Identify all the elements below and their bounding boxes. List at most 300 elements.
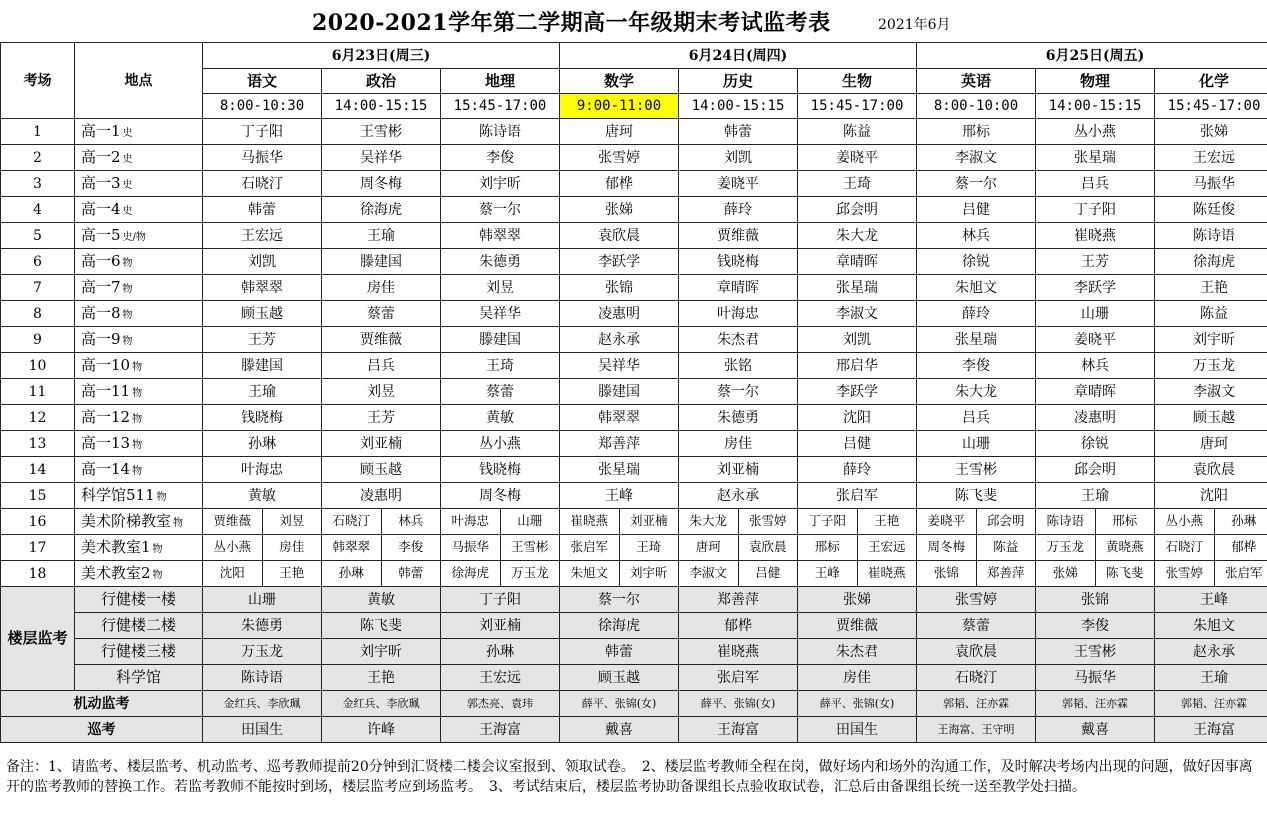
table-row bbox=[1, 457, 1267, 483]
proctor-cell: 丁子阳 bbox=[1036, 197, 1155, 223]
floor-proctor-cell: 徐海虎 bbox=[560, 613, 679, 639]
proctor-cell: 张娣 bbox=[1036, 561, 1096, 587]
proctor-cell: 吕健 bbox=[738, 561, 798, 587]
proctor-cell: 孙琳 bbox=[1214, 509, 1267, 535]
proctor-cell: 陈诗语 bbox=[441, 119, 560, 145]
proctor-cell: 山珊 bbox=[500, 509, 560, 535]
proctor-cell: 刘昱 bbox=[262, 509, 322, 535]
floor-proctor-cell: 黄敏 bbox=[322, 587, 441, 613]
proctor-cell: 滕建国 bbox=[322, 249, 441, 275]
floor-proctor-cell: 房佳 bbox=[798, 665, 917, 691]
exam-time: 8:00-10:00 bbox=[917, 94, 1036, 119]
floor-proctor-cell: 陈诗语 bbox=[203, 665, 322, 691]
proctor-cell: 唐珂 bbox=[1155, 431, 1267, 457]
proctor-cell: 袁欣晨 bbox=[738, 535, 798, 561]
floor-location: 行健楼二楼 bbox=[75, 613, 203, 639]
patrol-cell: 戴喜 bbox=[1036, 717, 1155, 743]
proctor-cell: 陈廷俊 bbox=[1155, 197, 1267, 223]
room-location bbox=[75, 145, 203, 171]
room-subject-tag: 史 bbox=[122, 206, 133, 217]
room-name: 高一2 bbox=[81, 148, 121, 166]
floor-proctor-cell: 蔡蕾 bbox=[917, 613, 1036, 639]
proctor-cell: 朱旭文 bbox=[917, 275, 1036, 301]
proctor-cell: 周冬梅 bbox=[441, 483, 560, 509]
room-number: 5 bbox=[1, 223, 75, 249]
proctor-cell: 黄晓燕 bbox=[1095, 535, 1155, 561]
proctor-cell: 徐锐 bbox=[917, 249, 1036, 275]
proctor-cell: 吴祥华 bbox=[441, 301, 560, 327]
proctor-cell: 吕健 bbox=[798, 431, 917, 457]
floor-proctor-cell: 刘宇昕 bbox=[322, 639, 441, 665]
proctor-cell: 崔晓燕 bbox=[560, 509, 620, 535]
proctor-cell: 王雪彬 bbox=[917, 457, 1036, 483]
proctor-cell: 张启军 bbox=[1214, 561, 1267, 587]
table-row bbox=[1, 405, 1267, 431]
patrol-cell: 王海富 bbox=[441, 717, 560, 743]
proctor-cell: 沈阳 bbox=[203, 561, 263, 587]
room-number: 1 bbox=[1, 119, 75, 145]
room-name: 高一12 bbox=[81, 408, 131, 426]
exam-time: 8:00-10:30 bbox=[203, 94, 322, 119]
proctor-cell: 顾玉越 bbox=[322, 457, 441, 483]
proctor-cell: 丛小燕 bbox=[1155, 509, 1215, 535]
table-row bbox=[1, 483, 1267, 509]
floor-proctor-cell: 蔡一尔 bbox=[560, 587, 679, 613]
title-bar bbox=[0, 0, 1267, 40]
proctor-cell: 朱大龙 bbox=[679, 509, 739, 535]
exam-time: 14:00-15:15 bbox=[1036, 94, 1155, 119]
room-name: 高一14 bbox=[81, 460, 131, 478]
proctor-cell: 丁子阳 bbox=[798, 509, 858, 535]
room-location bbox=[75, 379, 203, 405]
proctor-cell: 邱会明 bbox=[798, 197, 917, 223]
proctor-cell: 赵永承 bbox=[679, 483, 798, 509]
proctor-cell: 吴祥华 bbox=[560, 353, 679, 379]
room-number: 8 bbox=[1, 301, 75, 327]
table-row bbox=[1, 197, 1267, 223]
proctor-cell: 王艳 bbox=[262, 561, 322, 587]
proctor-cell: 丛小燕 bbox=[441, 431, 560, 457]
proctor-cell: 孙琳 bbox=[203, 431, 322, 457]
room-location bbox=[75, 249, 203, 275]
proctor-cell: 蔡蕾 bbox=[441, 379, 560, 405]
floor-proctor-cell: 郁桦 bbox=[679, 613, 798, 639]
room-subject-tag: 史 bbox=[122, 154, 133, 165]
patrol-cell: 戴喜 bbox=[560, 717, 679, 743]
proctor-cell: 蔡一尔 bbox=[679, 379, 798, 405]
proctor-cell: 王芳 bbox=[203, 327, 322, 353]
exam-time: 9:00-11:00 bbox=[560, 94, 679, 119]
proctor-cell: 王雪彬 bbox=[322, 119, 441, 145]
room-subject-tag: 物 bbox=[173, 518, 184, 529]
proctor-cell: 张娣 bbox=[1155, 119, 1267, 145]
room-subject-tag: 物 bbox=[122, 310, 133, 321]
proctor-cell: 凌惠明 bbox=[1036, 405, 1155, 431]
patrol-cell: 田国生 bbox=[203, 717, 322, 743]
room-subject-tag: 物 bbox=[152, 544, 163, 555]
room-subject-tag: 物 bbox=[132, 414, 143, 425]
floor-proctor-cell: 丁子阳 bbox=[441, 587, 560, 613]
room-location bbox=[75, 301, 203, 327]
table-row bbox=[1, 301, 1267, 327]
proctor-cell: 邢标 bbox=[917, 119, 1036, 145]
room-number: 14 bbox=[1, 457, 75, 483]
proctor-cell: 房佳 bbox=[679, 431, 798, 457]
mobile-proctor-cell: 郭韬、汪亦霖 bbox=[1036, 691, 1155, 717]
proctor-cell: 韩翠翠 bbox=[441, 223, 560, 249]
proctor-cell: 刘宇昕 bbox=[441, 171, 560, 197]
proctor-cell: 袁欣晨 bbox=[1155, 457, 1267, 483]
exam-time: 15:45-17:00 bbox=[441, 94, 560, 119]
floor-proctor-cell: 王宏远 bbox=[441, 665, 560, 691]
proctor-cell: 李俊 bbox=[441, 145, 560, 171]
room-location bbox=[75, 535, 203, 561]
floor-proctor-cell: 韩蕾 bbox=[560, 639, 679, 665]
room-name: 高一1 bbox=[81, 122, 121, 140]
proctor-cell: 山珊 bbox=[917, 431, 1036, 457]
proctor-cell: 万玉龙 bbox=[1155, 353, 1267, 379]
proctor-cell: 姜晓平 bbox=[798, 145, 917, 171]
proctor-cell: 王琦 bbox=[441, 353, 560, 379]
proctor-cell: 邱会明 bbox=[1036, 457, 1155, 483]
proctor-cell: 王芳 bbox=[322, 405, 441, 431]
proctor-cell: 钱晓梅 bbox=[679, 249, 798, 275]
floor-proctor-cell: 王峰 bbox=[1155, 587, 1267, 613]
room-name: 高一10 bbox=[81, 356, 131, 374]
proctor-cell: 陈飞斐 bbox=[917, 483, 1036, 509]
room-location bbox=[75, 275, 203, 301]
room-number: 7 bbox=[1, 275, 75, 301]
subject-header: 英语 bbox=[917, 69, 1036, 94]
proctor-cell: 陈诗语 bbox=[1155, 223, 1267, 249]
proctor-cell: 贾维薇 bbox=[322, 327, 441, 353]
proctor-cell: 韩蕾 bbox=[679, 119, 798, 145]
proctor-cell: 章晴晖 bbox=[1036, 379, 1155, 405]
room-name: 高一11 bbox=[81, 382, 131, 400]
floor-proctor-cell: 王瑜 bbox=[1155, 665, 1267, 691]
proctor-cell: 王宏远 bbox=[1155, 145, 1267, 171]
proctor-cell: 王宏远 bbox=[857, 535, 917, 561]
proctor-cell: 陈益 bbox=[798, 119, 917, 145]
proctor-cell: 马振华 bbox=[203, 145, 322, 171]
floor-location: 行健楼一楼 bbox=[75, 587, 203, 613]
proctor-cell: 叶海忠 bbox=[679, 301, 798, 327]
mobile-proctor-cell: 薛平、张锦(女) bbox=[560, 691, 679, 717]
proctor-cell: 徐海虎 bbox=[441, 561, 501, 587]
table-row bbox=[1, 171, 1267, 197]
proctor-cell: 张锦 bbox=[917, 561, 977, 587]
header-days-row bbox=[1, 43, 1267, 69]
proctor-cell: 叶海忠 bbox=[441, 509, 501, 535]
proctor-cell: 王瑜 bbox=[1036, 483, 1155, 509]
floor-proctor-cell: 石晓汀 bbox=[917, 665, 1036, 691]
room-number: 4 bbox=[1, 197, 75, 223]
proctor-cell: 李俊 bbox=[917, 353, 1036, 379]
room-number: 17 bbox=[1, 535, 75, 561]
floor-proctor-cell: 顾玉越 bbox=[560, 665, 679, 691]
proctor-cell: 王艳 bbox=[857, 509, 917, 535]
proctor-cell: 张启军 bbox=[560, 535, 620, 561]
room-location bbox=[75, 405, 203, 431]
room-location bbox=[75, 171, 203, 197]
exam-time: 14:00-15:15 bbox=[322, 94, 441, 119]
patrol-cell: 田国生 bbox=[798, 717, 917, 743]
proctor-cell: 凌惠明 bbox=[560, 301, 679, 327]
proctor-cell: 陈飞斐 bbox=[1095, 561, 1155, 587]
proctor-cell: 刘昱 bbox=[322, 379, 441, 405]
proctor-cell: 姜晓平 bbox=[917, 509, 977, 535]
subject-header: 地理 bbox=[441, 69, 560, 94]
proctor-cell: 周冬梅 bbox=[917, 535, 977, 561]
proctor-cell: 凌惠明 bbox=[322, 483, 441, 509]
proctor-cell: 刘凯 bbox=[679, 145, 798, 171]
proctor-cell: 崔晓燕 bbox=[857, 561, 917, 587]
patrol-cell: 许峰 bbox=[322, 717, 441, 743]
proctor-cell: 陈益 bbox=[976, 535, 1036, 561]
room-number: 6 bbox=[1, 249, 75, 275]
room-number: 11 bbox=[1, 379, 75, 405]
floor-proctor-cell: 朱德勇 bbox=[203, 613, 322, 639]
proctor-cell: 王瑜 bbox=[322, 223, 441, 249]
proctor-cell: 刘凯 bbox=[798, 327, 917, 353]
room-subject-tag: 物 bbox=[122, 258, 133, 269]
proctor-cell: 王峰 bbox=[560, 483, 679, 509]
proctor-cell: 章晴晖 bbox=[679, 275, 798, 301]
room-number: 9 bbox=[1, 327, 75, 353]
room-subject-tag: 物 bbox=[152, 570, 163, 581]
proctor-cell: 蔡一尔 bbox=[917, 171, 1036, 197]
mobile-proctor-cell: 薛平、张锦(女) bbox=[798, 691, 917, 717]
table-row bbox=[1, 145, 1267, 171]
proctor-cell: 张娣 bbox=[560, 197, 679, 223]
proctor-cell: 顾玉越 bbox=[203, 301, 322, 327]
proctor-cell: 薛玲 bbox=[679, 197, 798, 223]
floor-proctor-cell: 刘亚楠 bbox=[441, 613, 560, 639]
proctor-cell: 张星瑞 bbox=[1036, 145, 1155, 171]
proctor-cell: 滕建国 bbox=[441, 327, 560, 353]
patrol-cell: 王海富、王守明 bbox=[917, 717, 1036, 743]
floor-proctor-cell: 张娣 bbox=[798, 587, 917, 613]
proctor-cell: 刘亚楠 bbox=[322, 431, 441, 457]
proctor-cell: 黄敏 bbox=[203, 483, 322, 509]
room-subject-tag: 物 bbox=[156, 492, 167, 503]
room-location bbox=[75, 561, 203, 587]
day-header: 6月25日(周五) bbox=[917, 43, 1267, 69]
room-subject-tag: 物 bbox=[132, 362, 143, 373]
floor-proctor-cell: 朱旭文 bbox=[1155, 613, 1267, 639]
proctor-cell: 邢标 bbox=[798, 535, 858, 561]
floor-row bbox=[1, 613, 1267, 639]
room-location bbox=[75, 119, 203, 145]
proctor-cell: 刘宇昕 bbox=[1155, 327, 1267, 353]
proctor-cell: 万玉龙 bbox=[1036, 535, 1096, 561]
floor-location: 行健楼三楼 bbox=[75, 639, 203, 665]
subject-header: 政治 bbox=[322, 69, 441, 94]
proctor-cell: 吕兵 bbox=[1036, 171, 1155, 197]
proctor-cell: 郁桦 bbox=[1214, 535, 1267, 561]
table-row bbox=[1, 223, 1267, 249]
proctor-cell: 朱杰君 bbox=[679, 327, 798, 353]
proctor-cell: 张雪婷 bbox=[560, 145, 679, 171]
room-location bbox=[75, 327, 203, 353]
patrol-cell: 王海富 bbox=[1155, 717, 1267, 743]
table-row bbox=[1, 431, 1267, 457]
mobile-row bbox=[1, 691, 1267, 717]
schedule-table bbox=[0, 42, 1267, 743]
place-header: 地点 bbox=[75, 43, 203, 119]
day-header: 6月23日(周三) bbox=[203, 43, 560, 69]
room-number: 10 bbox=[1, 353, 75, 379]
floor-proctor-cell: 张锦 bbox=[1036, 587, 1155, 613]
floor-proctor-cell: 马振华 bbox=[1036, 665, 1155, 691]
proctor-cell: 陈诗语 bbox=[1036, 509, 1096, 535]
room-number: 3 bbox=[1, 171, 75, 197]
floor-proctor-cell: 贾维薇 bbox=[798, 613, 917, 639]
proctor-cell: 唐珂 bbox=[560, 119, 679, 145]
patrol-cell: 王海富 bbox=[679, 717, 798, 743]
proctor-cell: 朱旭文 bbox=[560, 561, 620, 587]
floor-proctor-cell: 王雪彬 bbox=[1036, 639, 1155, 665]
proctor-cell: 蔡一尔 bbox=[441, 197, 560, 223]
proctor-cell: 滕建国 bbox=[203, 353, 322, 379]
table-row bbox=[1, 353, 1267, 379]
floor-proctor-cell: 王艳 bbox=[322, 665, 441, 691]
proctor-cell: 徐锐 bbox=[1036, 431, 1155, 457]
proctor-cell: 徐海虎 bbox=[322, 197, 441, 223]
room-location bbox=[75, 431, 203, 457]
proctor-cell: 石晓汀 bbox=[1155, 535, 1215, 561]
proctor-cell: 朱德勇 bbox=[679, 405, 798, 431]
room-location bbox=[75, 509, 203, 535]
room-name: 高一5 bbox=[81, 226, 121, 244]
floor-location: 科学馆 bbox=[75, 665, 203, 691]
proctor-cell: 姜晓平 bbox=[1036, 327, 1155, 353]
room-subject-tag: 物 bbox=[132, 440, 143, 451]
proctor-cell: 山珊 bbox=[1036, 301, 1155, 327]
proctor-cell: 李淑文 bbox=[798, 301, 917, 327]
proctor-cell: 刘昱 bbox=[441, 275, 560, 301]
proctor-cell: 赵永承 bbox=[560, 327, 679, 353]
room-subject-tag: 史/物 bbox=[122, 232, 146, 243]
proctor-cell: 邢启华 bbox=[798, 353, 917, 379]
proctor-cell: 马振华 bbox=[1155, 171, 1267, 197]
proctor-cell: 张星瑞 bbox=[798, 275, 917, 301]
page-date: 2021年6月 bbox=[878, 17, 951, 33]
subject-header: 化学 bbox=[1155, 69, 1267, 94]
proctor-cell: 刘亚楠 bbox=[679, 457, 798, 483]
proctor-cell: 李跃学 bbox=[560, 249, 679, 275]
proctor-cell: 贾维薇 bbox=[679, 223, 798, 249]
floor-proctor-cell: 张雪婷 bbox=[917, 587, 1036, 613]
mobile-proctor-cell: 金红兵、李欣珮 bbox=[322, 691, 441, 717]
room-number: 12 bbox=[1, 405, 75, 431]
proctor-cell: 邢标 bbox=[1095, 509, 1155, 535]
proctor-cell: 叶海忠 bbox=[203, 457, 322, 483]
proctor-cell: 郁桦 bbox=[560, 171, 679, 197]
room-subject-tag: 史 bbox=[122, 128, 133, 139]
room-location bbox=[75, 483, 203, 509]
table-row bbox=[1, 561, 1267, 587]
proctor-cell: 王峰 bbox=[798, 561, 858, 587]
proctor-cell: 房佳 bbox=[322, 275, 441, 301]
proctor-cell: 刘宇昕 bbox=[619, 561, 679, 587]
room-name: 高一3 bbox=[81, 174, 121, 192]
proctor-cell: 崔晓燕 bbox=[1036, 223, 1155, 249]
room-location bbox=[75, 457, 203, 483]
proctor-cell: 王瑜 bbox=[203, 379, 322, 405]
proctor-cell: 张锦 bbox=[560, 275, 679, 301]
room-name: 科学馆511 bbox=[81, 486, 155, 504]
room-subject-tag: 物 bbox=[122, 284, 133, 295]
subject-header: 生物 bbox=[798, 69, 917, 94]
floor-proctor-cell: 赵永承 bbox=[1155, 639, 1267, 665]
table-row bbox=[1, 509, 1267, 535]
proctor-cell: 吕兵 bbox=[917, 405, 1036, 431]
room-name: 高一4 bbox=[81, 200, 121, 218]
floor-proctor-cell: 崔晓燕 bbox=[679, 639, 798, 665]
proctor-cell: 马振华 bbox=[441, 535, 501, 561]
subject-header: 数学 bbox=[560, 69, 679, 94]
proctor-cell: 丛小燕 bbox=[203, 535, 263, 561]
floor-proctor-cell: 张启军 bbox=[679, 665, 798, 691]
proctor-cell: 贾维薇 bbox=[203, 509, 263, 535]
room-number: 13 bbox=[1, 431, 75, 457]
proctor-cell: 韩蕾 bbox=[203, 197, 322, 223]
proctor-cell: 吕健 bbox=[917, 197, 1036, 223]
day-header: 6月24日(周四) bbox=[560, 43, 917, 69]
proctor-cell: 李跃学 bbox=[798, 379, 917, 405]
exam-time: 15:45-17:00 bbox=[1155, 94, 1267, 119]
subject-header: 物理 bbox=[1036, 69, 1155, 94]
proctor-cell: 黄敏 bbox=[441, 405, 560, 431]
proctor-cell: 沈阳 bbox=[1155, 483, 1267, 509]
patrol-row bbox=[1, 717, 1267, 743]
mobile-proctor-cell: 郭韬、汪亦霖 bbox=[917, 691, 1036, 717]
table-row bbox=[1, 119, 1267, 145]
floor-row bbox=[1, 639, 1267, 665]
floor-proctor-label: 楼层监考 bbox=[1, 587, 75, 691]
proctor-cell: 李淑文 bbox=[679, 561, 739, 587]
table-row bbox=[1, 275, 1267, 301]
floor-proctor-cell: 郑善萍 bbox=[679, 587, 798, 613]
proctor-cell: 丁子阳 bbox=[203, 119, 322, 145]
exam-time: 15:45-17:00 bbox=[798, 94, 917, 119]
proctor-cell: 林兵 bbox=[381, 509, 441, 535]
proctor-cell: 丛小燕 bbox=[1036, 119, 1155, 145]
proctor-cell: 韩翠翠 bbox=[560, 405, 679, 431]
table-row bbox=[1, 535, 1267, 561]
mobile-proctor-cell: 郭韬、汪亦霖 bbox=[1155, 691, 1267, 717]
proctor-cell: 李俊 bbox=[381, 535, 441, 561]
proctor-cell: 李淑文 bbox=[1155, 379, 1267, 405]
proctor-cell: 蔡蕾 bbox=[322, 301, 441, 327]
room-name: 高一9 bbox=[81, 330, 121, 348]
proctor-cell: 郑善萍 bbox=[560, 431, 679, 457]
room-name: 高一7 bbox=[81, 278, 121, 296]
proctor-cell: 张铭 bbox=[679, 353, 798, 379]
proctor-cell: 房佳 bbox=[262, 535, 322, 561]
room-no-header: 考场 bbox=[1, 43, 75, 119]
proctor-cell: 郑善萍 bbox=[976, 561, 1036, 587]
floor-proctor-cell: 孙琳 bbox=[441, 639, 560, 665]
room-number: 18 bbox=[1, 561, 75, 587]
room-name: 美术教室2 bbox=[81, 564, 151, 582]
page-title: 2020-2021学年第二学期高一年级期末考试监考表 bbox=[312, 10, 831, 36]
proctor-cell: 王琦 bbox=[619, 535, 679, 561]
proctor-cell: 滕建国 bbox=[560, 379, 679, 405]
proctor-cell: 张雪婷 bbox=[738, 509, 798, 535]
room-subject-tag: 物 bbox=[122, 336, 133, 347]
